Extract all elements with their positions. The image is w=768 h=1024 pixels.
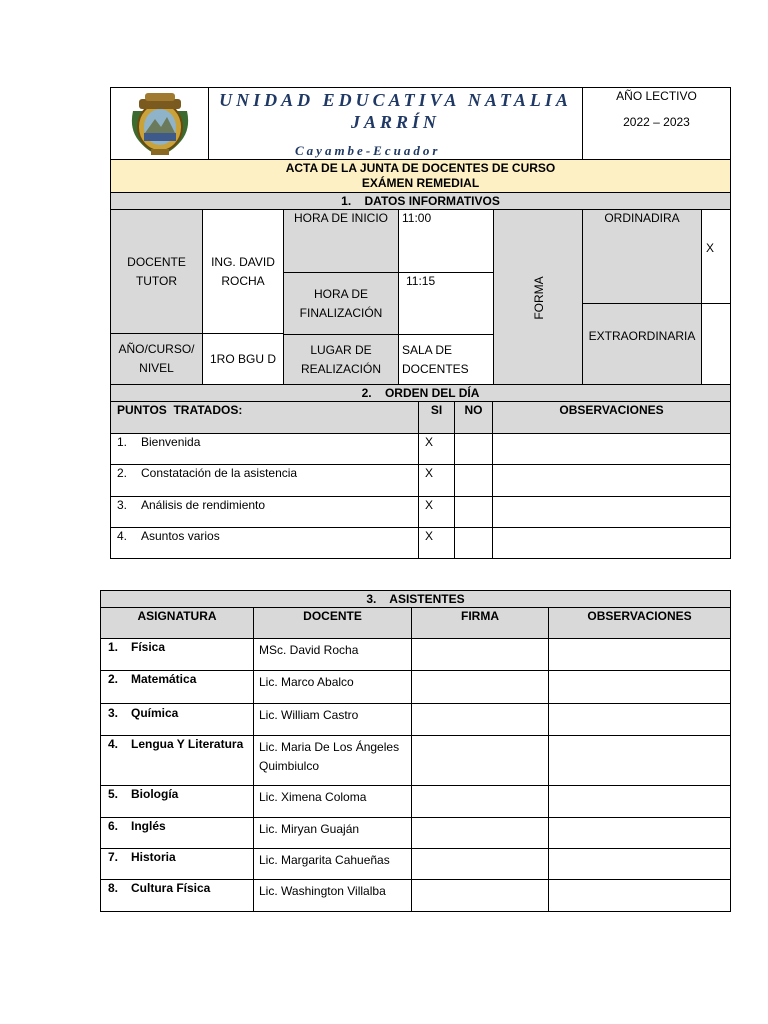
no-header: NO (454, 401, 493, 434)
extraordinaria-mark (701, 303, 731, 385)
attendee-num: 6. (108, 819, 119, 833)
attendee-num: 2. (108, 672, 119, 686)
attendee-subject: Física (131, 640, 166, 654)
agenda-no (454, 496, 493, 528)
firma-cell (411, 848, 549, 880)
forma-label: FORMA (532, 276, 546, 320)
obs-cell (548, 848, 731, 880)
firma-cell (411, 703, 549, 736)
attendee-subject: Historia (131, 850, 176, 864)
obs3-header: OBSERVACIONES (548, 607, 731, 639)
asignatura-header: ASIGNATURA (100, 607, 254, 639)
year-value: 2022 – 2023 (623, 115, 690, 129)
extraordinaria-label: EXTRAORDINARIA (582, 303, 702, 385)
agenda-si: X (418, 496, 455, 528)
agenda-text: Bienvenida (141, 435, 201, 449)
subject-cell (100, 638, 254, 671)
subject-cell (100, 785, 254, 818)
teacher-cell: Lic. Ximena Coloma (253, 785, 412, 818)
teacher-cell: Lic. Miryan Guaján (253, 817, 412, 849)
agenda-row (110, 464, 419, 497)
puntos-header: PUNTOS TRATADOS: (110, 401, 419, 434)
teacher-cell: Lic. Washington Villalba (253, 879, 412, 912)
agenda-text: Constatación de la asistencia (141, 466, 298, 480)
agenda-si: X (418, 433, 455, 465)
firma-cell (411, 670, 549, 704)
obs-cell (548, 670, 731, 704)
attendee-num: 7. (108, 850, 119, 864)
teacher-cell: Lic. Marco Abalco (253, 670, 412, 704)
agenda-num: 3. (117, 498, 128, 512)
agenda-obs (492, 496, 731, 528)
school-name-cell (208, 87, 583, 160)
subject-cell (100, 670, 254, 704)
agenda-no (454, 433, 493, 465)
firma-cell (411, 817, 549, 849)
agenda-row (110, 527, 419, 559)
docente-value: ING. DAVID ROCHA (202, 209, 284, 334)
attendee-subject: Inglés (131, 819, 166, 833)
ordinaria-label: ORDINADIRA (582, 209, 702, 304)
obs-cell (548, 785, 731, 818)
hora-fin-label: HORA DE FINALIZACIÓN (283, 272, 399, 335)
firma-cell (411, 879, 549, 912)
obs-cell (548, 638, 731, 671)
docente-header: DOCENTE (253, 607, 412, 639)
hora-fin-value: 11:15 (398, 272, 494, 335)
firma-header: FIRMA (411, 607, 549, 639)
teacher-cell: Lic. Maria De Los Ángeles Quimbiulco (253, 735, 412, 786)
lugar-value: SALA DE DOCENTES (398, 334, 494, 385)
agenda-row (110, 433, 419, 465)
firma-cell (411, 785, 549, 818)
obs-header: OBSERVACIONES (492, 401, 731, 434)
attendee-num: 4. (108, 737, 119, 751)
subject-cell (100, 848, 254, 880)
obs-cell (548, 817, 731, 849)
subject-cell (100, 735, 254, 786)
docente-label: DOCENTE TUTOR (110, 209, 203, 334)
school-name-line1: UNIDAD EDUCATIVA NATALIA (219, 90, 572, 110)
year-cell (582, 87, 731, 160)
attendee-subject: Cultura Física (131, 881, 211, 895)
forma-cell (493, 209, 583, 385)
school-name-line2: JARRÍN (350, 112, 441, 132)
school-crest-icon (125, 89, 195, 159)
attendee-num: 5. (108, 787, 119, 801)
teacher-cell: Lic. William Castro (253, 703, 412, 736)
agenda-text: Análisis de rendimiento (141, 498, 266, 512)
agenda-no (454, 464, 493, 497)
agenda-obs (492, 527, 731, 559)
agenda-si: X (418, 527, 455, 559)
attendee-subject: Lengua Y Literatura (131, 737, 244, 751)
attendee-subject: Matemática (131, 672, 197, 686)
section3-title: 3. ASISTENTES (100, 590, 731, 608)
agenda-num: 2. (117, 466, 128, 480)
agenda-num: 1. (117, 435, 128, 449)
year-label: AÑO LECTIVO (616, 89, 697, 103)
agenda-row (110, 496, 419, 528)
obs-cell (548, 735, 731, 786)
agenda-num: 4. (117, 529, 128, 543)
attendee-subject: Biología (131, 787, 179, 801)
city-label: Cayambe-Ecuador (295, 143, 441, 158)
attendee-num: 1. (108, 640, 119, 654)
act-title: ACTA DE LA JUNTA DE DOCENTES DE CURSO (285, 161, 556, 175)
agenda-no (454, 527, 493, 559)
curso-value: 1RO BGU D (202, 333, 284, 385)
logo-cell (110, 87, 209, 160)
hora-inicio-value: 11:00 (398, 209, 494, 273)
firma-cell (411, 735, 549, 786)
curso-label: AÑO/CURSO/ NIVEL (110, 333, 203, 385)
hora-inicio-label: HORA DE INICIO (283, 209, 399, 273)
act-subtitle: EXÁMEN REMEDIAL (361, 176, 480, 190)
agenda-obs (492, 433, 731, 465)
lugar-label: LUGAR DE REALIZACIÓN (283, 334, 399, 385)
agenda-text: Asuntos varios (141, 529, 220, 543)
subject-cell (100, 879, 254, 912)
agenda-obs (492, 464, 731, 497)
firma-cell (411, 638, 549, 671)
section1-title: 1. DATOS INFORMATIVOS (110, 192, 731, 210)
attendee-subject: Química (131, 706, 179, 720)
section2-title: 2. ORDEN DEL DÍA (110, 384, 731, 402)
subject-cell (100, 817, 254, 849)
ordinaria-mark: X (701, 209, 731, 304)
act-title-bar (110, 159, 731, 193)
attendee-num: 3. (108, 706, 119, 720)
subject-cell (100, 703, 254, 736)
obs-cell (548, 703, 731, 736)
obs-cell (548, 879, 731, 912)
teacher-cell: MSc. David Rocha (253, 638, 412, 671)
si-header: SI (418, 401, 455, 434)
agenda-si: X (418, 464, 455, 497)
attendee-num: 8. (108, 881, 119, 895)
teacher-cell: Lic. Margarita Cahueñas (253, 848, 412, 880)
